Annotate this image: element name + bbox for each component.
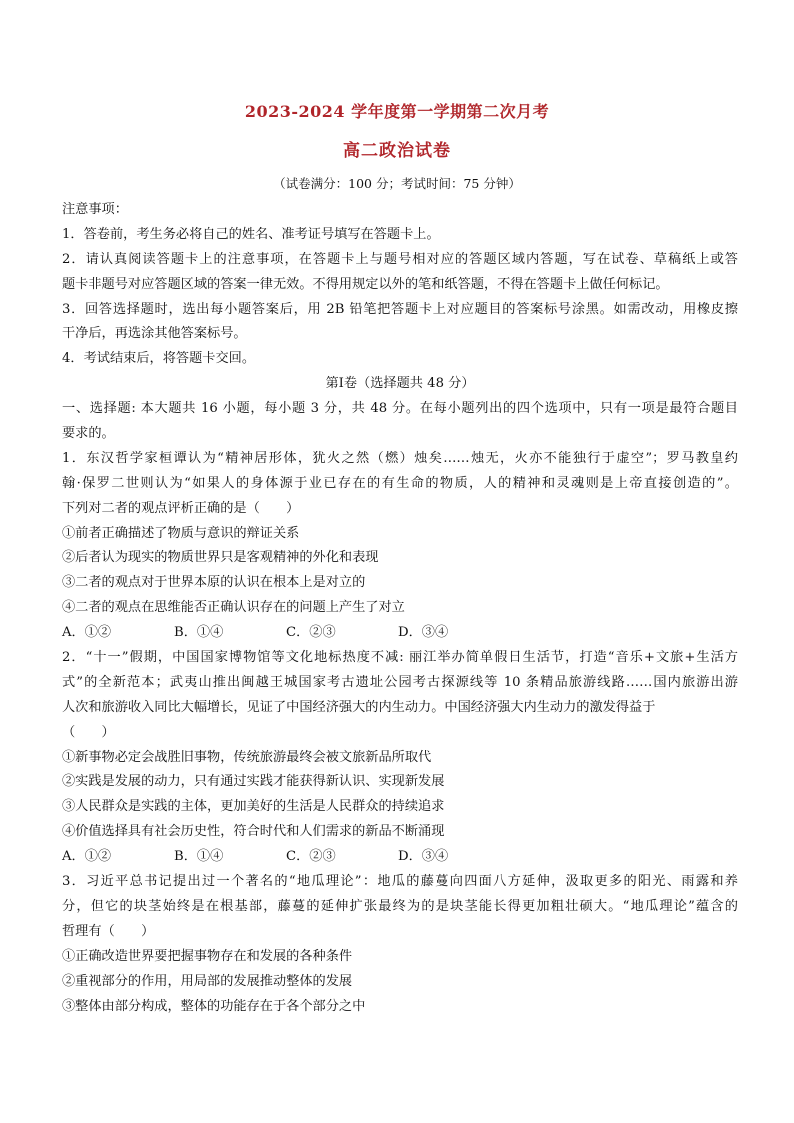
section-title: 第Ⅰ卷（选择题共 48 分） — [325, 376, 475, 392]
notice-line: 3．回答选择题时，选出每小题答案后，用 2B 铅笔把答题卡上对应题目的答案标号涂黑。如需改动，用橡皮擦 — [62, 301, 738, 317]
option-d: D．③④ — [398, 625, 449, 641]
notice-line: 1．答卷前，考生务必将自己的姓名、准考证号填写在答题卡上。 — [62, 226, 440, 242]
question-2-line: 人次和旅游收入同比大幅增长，见证了中国经济强大的内生动力。中国经济强大内生动力的激发得益于 — [62, 699, 656, 715]
question-3-statement: ③整体由部分构成，整体的功能存在于各个部分之中 — [62, 998, 366, 1014]
notice-heading: 注意事项： — [62, 202, 128, 217]
question-2-line: （ ） — [62, 724, 115, 740]
question-2-statement: ①新事物必定会战胜旧事物，传统旅游最终会被文旅新品所取代 — [62, 749, 432, 765]
question-2-statement: ③人民群众是实践的主体，更加美好的生活是人民群众的持续追求 — [62, 799, 445, 815]
question-1-options — [62, 621, 738, 646]
option-c: C．②③ — [286, 625, 336, 641]
question-3-line: 分，但它的块茎始终是在根基部，藤蔓的延伸扩张最终为的是块茎能长得更加粗壮硕大。“地瓜理论”蕴含的 — [62, 898, 738, 914]
option-d: D．③④ — [398, 849, 449, 865]
option-b: B．①④ — [174, 625, 224, 641]
option-b: B．①④ — [174, 849, 224, 865]
question-1-statement: ②后者认为现实的物质世界只是客观精神的外化和表现 — [62, 550, 379, 566]
question-2-line: 2．“十一”假期，中国国家博物馆等文化地标热度不减: 丽江举办简单假日生活节，打造“音乐+文旅+生活方 — [62, 650, 738, 666]
question-2-statement: ④价值选择具有社会历史性，符合时代和人们需求的新品不断涌现 — [62, 824, 445, 840]
option-c: C．②③ — [286, 849, 336, 865]
notice-line: 2．请认真阅读答题卡上的注意事项，在答题卡上与题号相对应的答题区域内答题，写在试卷、草稿纸上或答 — [62, 251, 738, 267]
notice-line: 题卡非题号对应答题区域的答案一律无效。不得用规定以外的笔和纸答题，不得在答题卡上做任何标记。 — [62, 276, 669, 292]
option-a: A．①② — [62, 849, 112, 865]
exam-info: （试卷满分：100 分；考试时间：75 分钟） — [273, 176, 521, 191]
question-3-statement: ①正确改造世界要把握事物存在和发展的各种条件 — [62, 948, 353, 964]
question-3-line: 3．习近平总书记提出过一个著名的“地瓜理论”：地瓜的藤蔓向四面八方延伸，汲取更多的阳光、雨露和养 — [62, 874, 738, 890]
question-1-line: 翰·保罗二世则认为“如果人的身体源于业已存在的有生命的物质，人的精神和灵魂则是上帝直接创造的”。 — [62, 475, 738, 491]
question-2-line: 式”的全新范本；武夷山推出闽越王城国家考古遗址公园考古探源线等 10 条精品旅游线路……国内旅游出游 — [62, 674, 738, 690]
question-3-statement: ②重视部分的作用，用局部的发展推动整体的发展 — [62, 973, 353, 989]
notice-line: 4．考试结束后，将答题卡交回。 — [62, 351, 256, 367]
section-intro-line: 要求的。 — [62, 426, 115, 442]
question-1-line: 1．东汉哲学家桓谭认为“精神居形体，犹火之然（燃）烛矣……烛无，火亦不能独行于虚空”；罗马教皇约 — [62, 450, 738, 466]
notice-line: 干净后，再选涂其他答案标号。 — [62, 326, 247, 342]
exam-title: 2023-2024 学年度第一学期第二次月考 — [244, 102, 550, 121]
question-1-statement: ①前者正确描述了物质与意识的辩证关系 — [62, 525, 300, 541]
question-1-statement: ③二者的观点对于世界本原的认识在根本上是对立的 — [62, 575, 366, 591]
section-intro-line: 一、选择题: 本大题共 16 小题，每小题 3 分，共 48 分。在每小题列出的四个选项中，只有一项是最符合题目 — [62, 401, 738, 417]
question-3-line: 哲理有（ ） — [62, 923, 155, 939]
option-a: A．①② — [62, 625, 112, 641]
question-2-options — [62, 845, 738, 870]
exam-body — [62, 198, 738, 1019]
exam-subject: 高二政治试卷 — [343, 141, 451, 161]
question-2-statement: ②实践是发展的动力，只有通过实践才能获得新认识、实现新发展 — [62, 774, 445, 790]
question-1-line: 下列对二者的观点评析正确的是（ ） — [62, 500, 300, 516]
question-1-statement: ④二者的观点在思维能否正确认识存在的问题上产生了对立 — [62, 600, 405, 616]
